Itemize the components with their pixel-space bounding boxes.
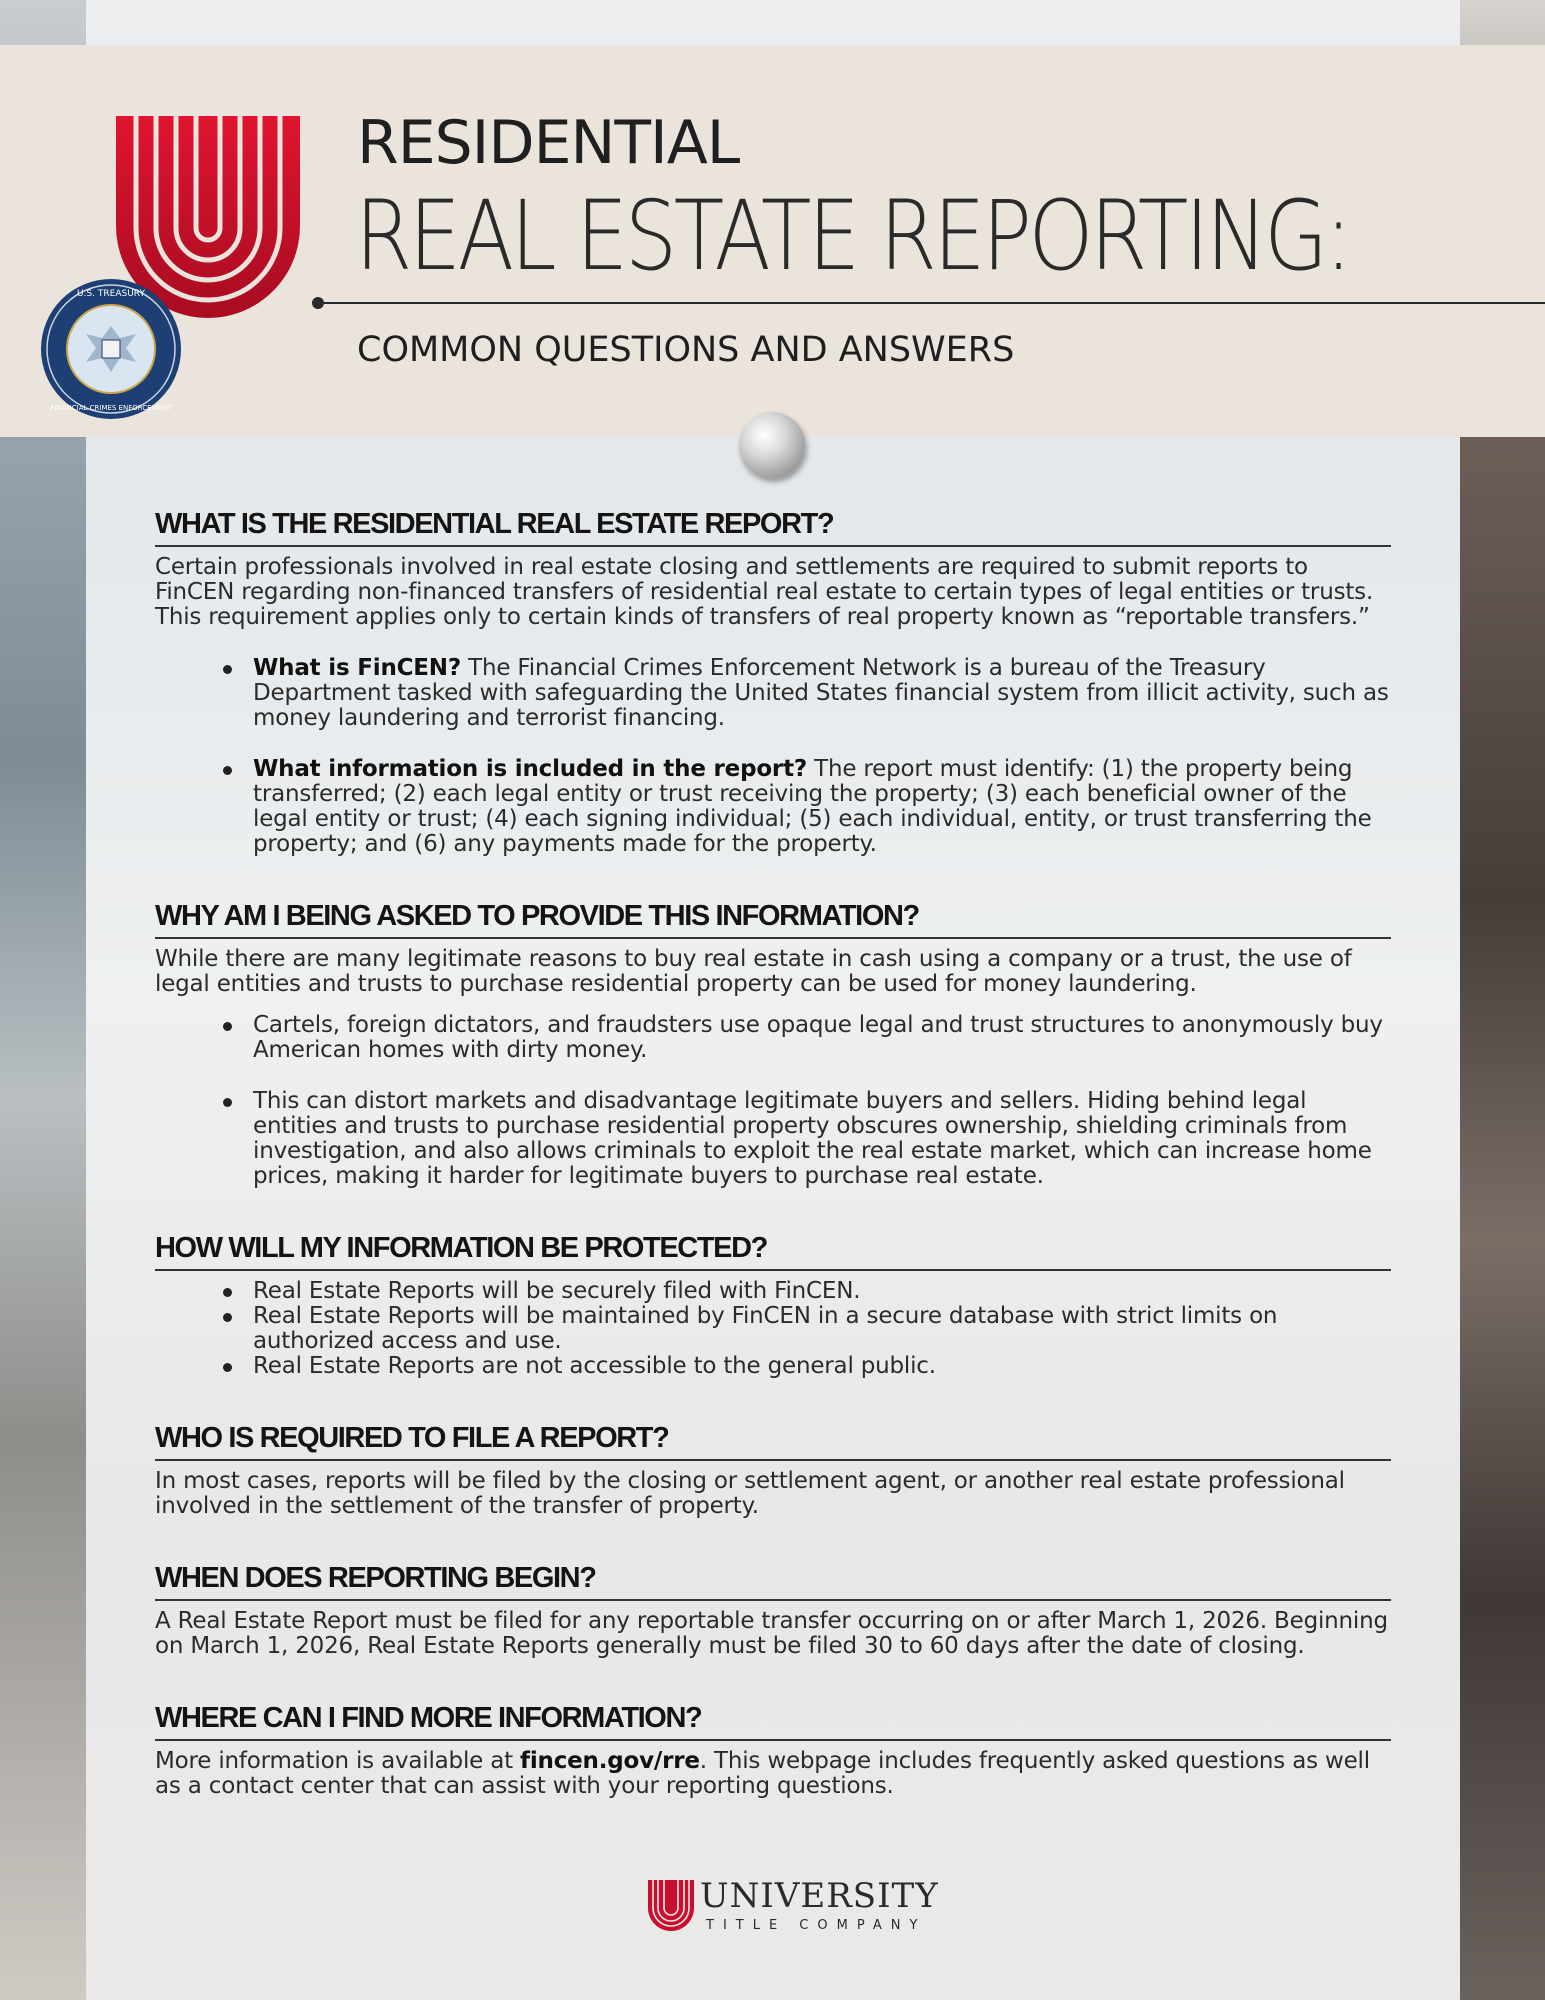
fincen-link[interactable]: fincen.gov/rre	[520, 1748, 700, 1774]
list-item	[220, 757, 1391, 857]
list-item: Real Estate Reports will be maintained by FinCEN in a secure database with strict limits on authorized access and use.	[220, 1304, 1391, 1354]
footer-logo	[648, 1876, 939, 1948]
section-heading: WHAT IS THE RESIDENTIAL REAL ESTATE REPORT?	[155, 505, 1391, 547]
section-protection	[155, 1229, 1391, 1379]
title-line-1: RESIDENTIAL	[357, 108, 740, 178]
section-body: A Real Estate Report must be filed for any reportable transfer occurring on or after March 1, 2026. Beginning on March 1, 2026, Real Estate Reports generally must be filed 30 to 60 days after the date of closing.	[155, 1608, 1388, 1659]
section-body	[155, 1749, 1391, 1799]
list-item-text: The report must identify: (1) the property being transferred; (2) each legal entity or trust receiving the property; (3) each beneficial owner of the legal entity or trust; (4) each signing individual; (5) each individual, entity, or trust transferring the property; and (6) any payments made for the property.	[253, 756, 1372, 857]
section-heading: WHY AM I BEING ASKED TO PROVIDE THIS INFORMATION?	[155, 897, 1391, 939]
section-who-files	[155, 1419, 1391, 1519]
footer-company-sub: TITLE COMPANY	[706, 1918, 927, 1933]
title-line-2: REAL ESTATE REPORTING:	[355, 180, 1350, 292]
more-info-pre: More information is available at	[155, 1748, 521, 1774]
more-info-post: . This webpage includes frequently asked questions as well as a contact center that can assist with your reporting questions.	[155, 1748, 1370, 1799]
section-more-info	[155, 1699, 1391, 1799]
svg-text:FINANCIAL CRIMES ENFORCEMENT: FINANCIAL CRIMES ENFORCEMENT	[50, 404, 172, 412]
section-body: While there are many legitimate reasons to buy real estate in cash using a company or a trust, the use of legal entities and trusts to purchase residential property can be used for money laundering.	[155, 946, 1352, 997]
section-heading: WHO IS REQUIRED TO FILE A REPORT?	[155, 1419, 1391, 1461]
header-rule	[318, 302, 1545, 304]
list-item: Cartels, foreign dictators, and fraudsters use opaque legal and trust structures to anonymously buy American homes with dirty money.	[220, 1013, 1391, 1063]
list-item-text: The Financial Crimes Enforcement Network is a bureau of the Treasury Department tasked with safeguarding the United States financial system from illicit activity, such as money laundering and terrorist financing.	[253, 655, 1389, 731]
section-heading: WHEN DOES REPORTING BEGIN?	[155, 1559, 1391, 1601]
section-heading: WHERE CAN I FIND MORE INFORMATION?	[155, 1699, 1391, 1741]
faq-content	[155, 505, 1391, 1839]
section-heading: HOW WILL MY INFORMATION BE PROTECTED?	[155, 1229, 1391, 1271]
section-when-begins	[155, 1559, 1391, 1659]
section-body: In most cases, reports will be filed by the closing or settlement agent, or another real estate professional involved in the settlement of the transfer of property.	[155, 1468, 1345, 1519]
svg-text:U.S. TREASURY: U.S. TREASURY	[77, 289, 145, 299]
pushpin-icon	[739, 412, 805, 478]
list-item-lead: What is FinCEN?	[253, 655, 461, 681]
list-item-lead: What information is included in the report?	[253, 756, 808, 782]
footer-company-name: UNIVERSITY	[700, 1876, 939, 1916]
list-item	[220, 656, 1391, 731]
section-what-is-report	[155, 505, 1391, 857]
list-item: Real Estate Reports are not accessible to the general public.	[220, 1354, 1391, 1379]
page-subtitle: COMMON QUESTIONS AND ANSWERS	[357, 330, 1015, 370]
list-item: This can distort markets and disadvantage legitimate buyers and sellers. Hiding behind legal entities and trusts to purchase residential property obscures ownership, shielding criminals from investigation, and also allows criminals to exploit the real estate market, which can increase home prices, making it harder for legitimate buyers to purchase real estate.	[220, 1089, 1391, 1189]
section-why-asked	[155, 897, 1391, 1189]
footer-u-icon	[648, 1880, 694, 1936]
fincen-seal-icon	[40, 278, 182, 420]
list-item: Real Estate Reports will be securely filed with FinCEN.	[220, 1279, 1391, 1304]
section-body: Certain professionals involved in real estate closing and settlements are required to submit reports to FinCEN regarding non-financed transfers of residential real estate to certain types of legal entities or trusts. This requirement applies only to certain kinds of transfers of real property known as “reportable transfers.”	[155, 554, 1374, 630]
